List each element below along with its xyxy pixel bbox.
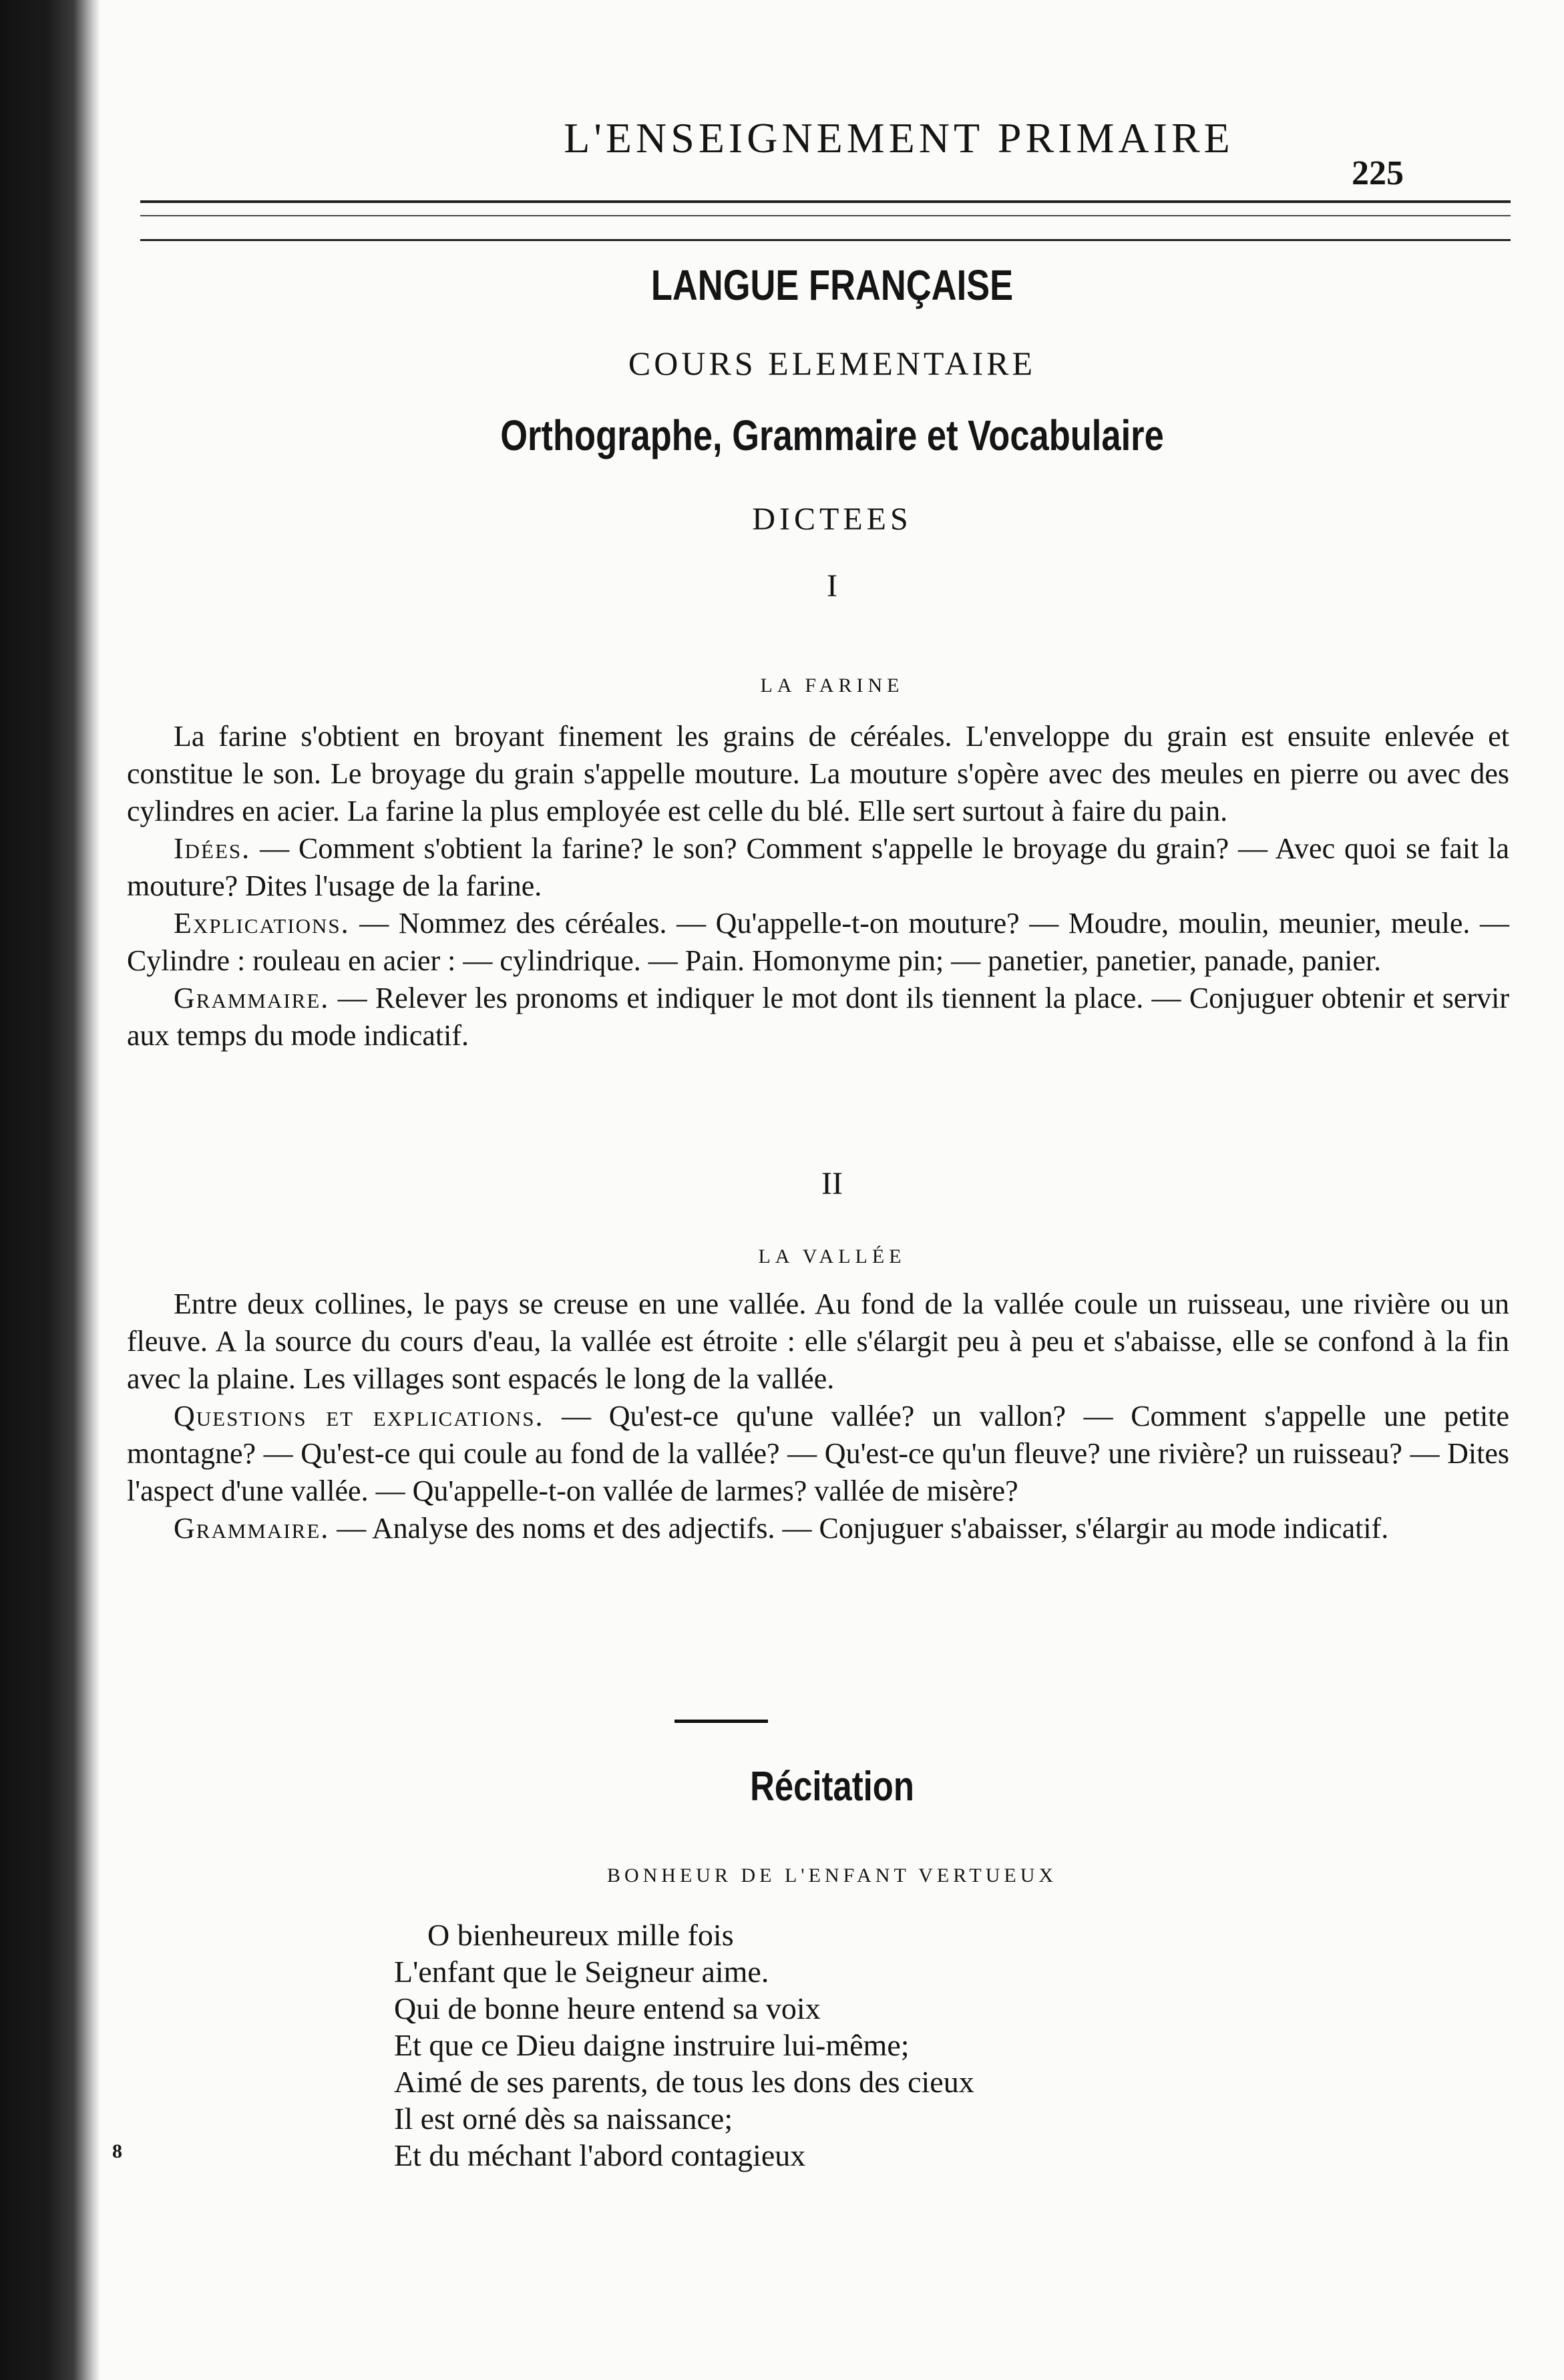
poem-line: Et que ce Dieu daigne instruire lui-même; xyxy=(394,2028,910,2062)
poem-line: Aimé de ses parents, de tous les dons des cieux xyxy=(394,2065,974,2099)
topic-title: Orthographe, Grammaire et Vocabulaire xyxy=(500,411,1164,459)
dictee-body xyxy=(127,718,1509,1054)
dictee-text: Entre deux collines, le pays se creuse en une vallée. Au fond de la vallée coule un ruisseau, une rivière ou un fleuve. A la source du cours d'eau, la vallée est étroite : elle s'élargit peu à peu et s'abaisse, elle se confond à la fin avec la plaine. Les villages sont espacés le long de la vallée. xyxy=(127,1287,1509,1395)
subject-title: LANGUE FRANÇAISE xyxy=(650,261,1014,309)
poem-title: BONHEUR DE L'ENFANT VERTUEUX xyxy=(606,1864,1058,1887)
poem-line: Il est orné dès sa naissance; xyxy=(394,2102,733,2136)
header-rule xyxy=(140,239,1511,241)
recitation-heading: Récitation xyxy=(750,1764,914,1810)
signature-mark: 8 xyxy=(112,2140,122,2162)
exercise-paragraph xyxy=(127,1510,1509,1547)
exercise-label: Questions et explications. xyxy=(174,1400,544,1432)
poem-line: Et du méchant l'abord contagieux xyxy=(394,2138,806,2172)
exercise-text: — Analyse des noms et des adjectifs. — Conjuguer s'abaisser, s'élargir au mode indicatif. xyxy=(337,1512,1389,1545)
poem xyxy=(394,1917,974,2174)
page xyxy=(100,0,1564,2380)
header-rule xyxy=(140,215,1511,216)
dictee-numeral: I xyxy=(827,568,837,604)
poem-line: L'enfant que le Seigneur aime. xyxy=(394,1955,769,1989)
page-number: 225 xyxy=(1352,154,1404,192)
dictee-title: LA VALLÉE xyxy=(758,1245,906,1267)
exercise-label: Grammaire. xyxy=(174,1512,330,1545)
exercise-label: Grammaire. xyxy=(174,982,330,1014)
exercise-text: — Qu'est-ce qu'une vallée? un vallon? — Comment s'appelle une petite montagne? — Qu'est-ce qui coule au fond de la vallée? — Qu'est-ce qu'un fleuve? une rivière? un ruisseau? — Dites l'aspect d'une vallée. — Qu'appelle-t-on vallée de larmes? vallée de misère? xyxy=(127,1400,1509,1507)
exercise-paragraph xyxy=(127,830,1509,905)
section-separator xyxy=(674,1720,768,1723)
book-spine-shadow xyxy=(0,0,100,2380)
header-rule xyxy=(140,200,1511,203)
dictee-title: LA FARINE xyxy=(760,674,904,697)
exercise-paragraph xyxy=(127,980,1509,1054)
section-title: DICTEES xyxy=(752,502,912,537)
running-title: L'ENSEIGNEMENT PRIMAIRE xyxy=(564,114,1234,162)
poem-line: Qui de bonne heure entend sa voix xyxy=(394,1991,821,2025)
dictee-body xyxy=(127,1285,1509,1547)
exercise-text: — Relever les pronoms et indiquer le mot dont ils tiennent la place. — Conjuguer obtenir et servir aux temps du mode indicatif. xyxy=(127,982,1509,1052)
exercise-label: Explications. xyxy=(174,907,350,940)
level-title: COURS ELEMENTAIRE xyxy=(628,345,1036,382)
exercise-paragraph xyxy=(127,1398,1509,1510)
poem-line: O bienheureux mille fois xyxy=(427,1918,734,1952)
exercise-label: Idées. xyxy=(174,832,251,865)
exercise-text: — Comment s'obtient la farine? le son? Comment s'appelle le broyage du grain? — Avec quoi se fait la mouture? Dites l'usage de la farine. xyxy=(127,832,1510,902)
dictee-numeral: II xyxy=(821,1166,843,1201)
exercise-paragraph xyxy=(127,905,1509,980)
dictee-text: La farine s'obtient en broyant finement les grains de céréales. L'enveloppe du grain est ensuite enlevée et constitue le son. Le broyage du grain s'appelle mouture. La mouture s'opère avec des meules en pierre ou avec des cylindres en acier. La farine la plus employée est celle du blé. Elle sert surtout à faire du pain. xyxy=(127,720,1509,827)
exercise-text: — Nommez des céréales. — Qu'appelle-t-on mouture? — Moudre, moulin, meunier, meule. — Cylindre : rouleau en acier : — cylindrique. — Pain. Homonyme pin; — panetier, panetier, panade, panier. xyxy=(127,907,1509,977)
